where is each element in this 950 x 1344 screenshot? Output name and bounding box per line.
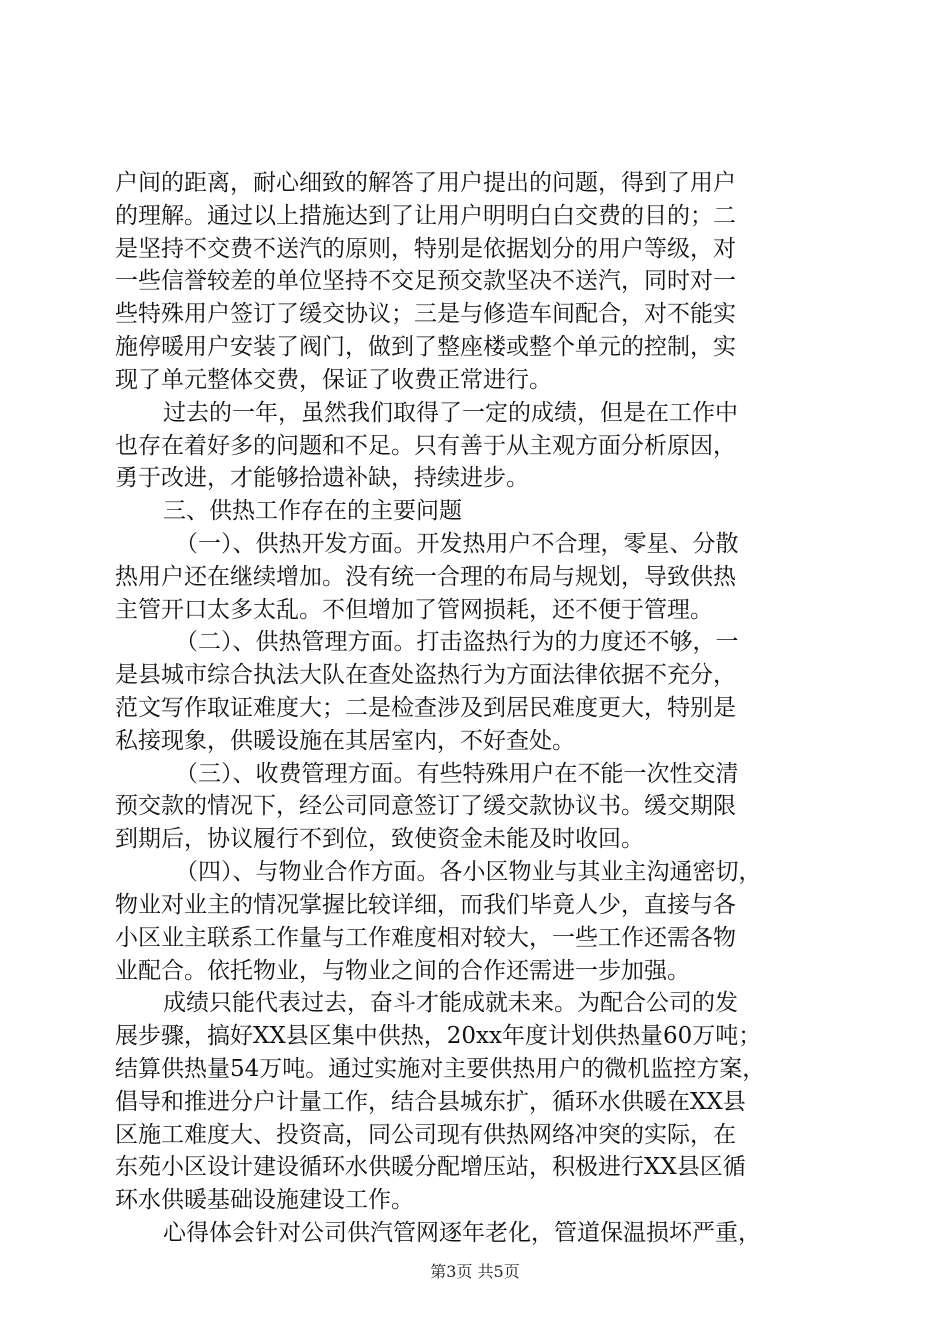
body-line: 东苑小区设计建设循环水供暖分配增压站，积极进行XX县区循 <box>115 1154 746 1180</box>
body-line: 区施工难度大、投资高，同公司现有供热网络冲突的实际，在 <box>115 1122 736 1148</box>
body-line: 热用户还在继续增加。没有统一合理的布局与规划，导致供热 <box>115 564 736 590</box>
body-line: 主管开口太多太乱。不但增加了管网损耗，还不便于管理。 <box>115 597 713 623</box>
body-line: （三）、收费管理方面。有些特殊用户在不能一次性交清 <box>175 761 739 787</box>
body-line: 预交款的情况下，经公司同意签订了缓交款协议书。缓交期限 <box>115 793 736 819</box>
body-line: 业配合。依托物业，与物业之间的合作还需进一步加强。 <box>115 958 690 984</box>
body-line: 勇于改进，才能够拾遗补缺，持续进步。 <box>115 465 529 491</box>
body-line: 成绩只能代表过去，奋斗才能成就未来。为配合公司的发 <box>163 990 738 1016</box>
page-number-footer: 第3页 共5页 <box>430 1262 520 1281</box>
body-line: 一些信誉较差的单位坚持不交足预交款坚决不送汽，同时对一 <box>115 268 736 294</box>
body-line: 的理解。通过以上措施达到了让用户明明白白交费的目的；二 <box>115 203 736 229</box>
body-line: 户间的距离，耐心细致的解答了用户提出的问题，得到了用户 <box>115 170 736 196</box>
body-line: （二）、供热管理方面。打击盗热行为的力度还不够，一 <box>175 629 739 655</box>
body-line: 到期后，协议履行不到位，致使资金未能及时收回。 <box>115 826 644 852</box>
body-line: 小区业主联系工作量与工作难度相对较大，一些工作还需各物 <box>115 925 736 951</box>
body-line: 环水供暖基础设施建设工作。 <box>115 1187 414 1213</box>
body-line: 施停暖用户安装了阀门，做到了整座楼或整个单元的控制，实 <box>115 334 736 360</box>
body-line: 是县城市综合执法大队在查处盗热行为方面法律依据不充分， <box>115 662 736 688</box>
body-line: 私接现象，供暖设施在其居室内，不好查处。 <box>115 728 575 754</box>
body-line: 结算供热量54万吨。通过实施对主要供热用户的微机监控方案， <box>115 1056 766 1082</box>
body-line: 些特殊用户签订了缓交协议；三是与修造车间配合，对不能实 <box>115 301 736 327</box>
body-line: （一）、供热开发方面。开发热用户不合理，零星、分散 <box>175 531 739 557</box>
body-line: 现了单元整体交费，保证了收费正常进行。 <box>115 367 552 393</box>
body-line: 倡导和推进分户计量工作，结合县城东扩，循环水供暖在XX县 <box>115 1089 746 1115</box>
body-line: （四）、与物业合作方面。各小区物业与其业主沟通密切， <box>175 859 762 885</box>
body-line: 心得体会针对公司供汽管网逐年老化，管道保温损坏严重， <box>163 1220 761 1246</box>
body-line: 是坚持不交费不送汽的原则，特别是依据划分的用户等级，对 <box>115 236 736 262</box>
body-line: 展步骤，搞好XX县区集中供热，20xx年度计划供热量60万吨； <box>115 1023 762 1049</box>
body-line: 物业对业主的情况掌握比较详细，而我们毕竟人少，直接与各 <box>115 892 736 918</box>
body-line: 过去的一年，虽然我们取得了一定的成绩，但是在工作中 <box>163 400 738 426</box>
body-line: 范文写作取证难度大；二是检查涉及到居民难度更大，特别是 <box>115 695 736 721</box>
body-line: 也存在着好多的问题和不足。只有善于从主观方面分析原因， <box>115 433 736 459</box>
section-heading: 三、供热工作存在的主要问题 <box>163 498 462 524</box>
